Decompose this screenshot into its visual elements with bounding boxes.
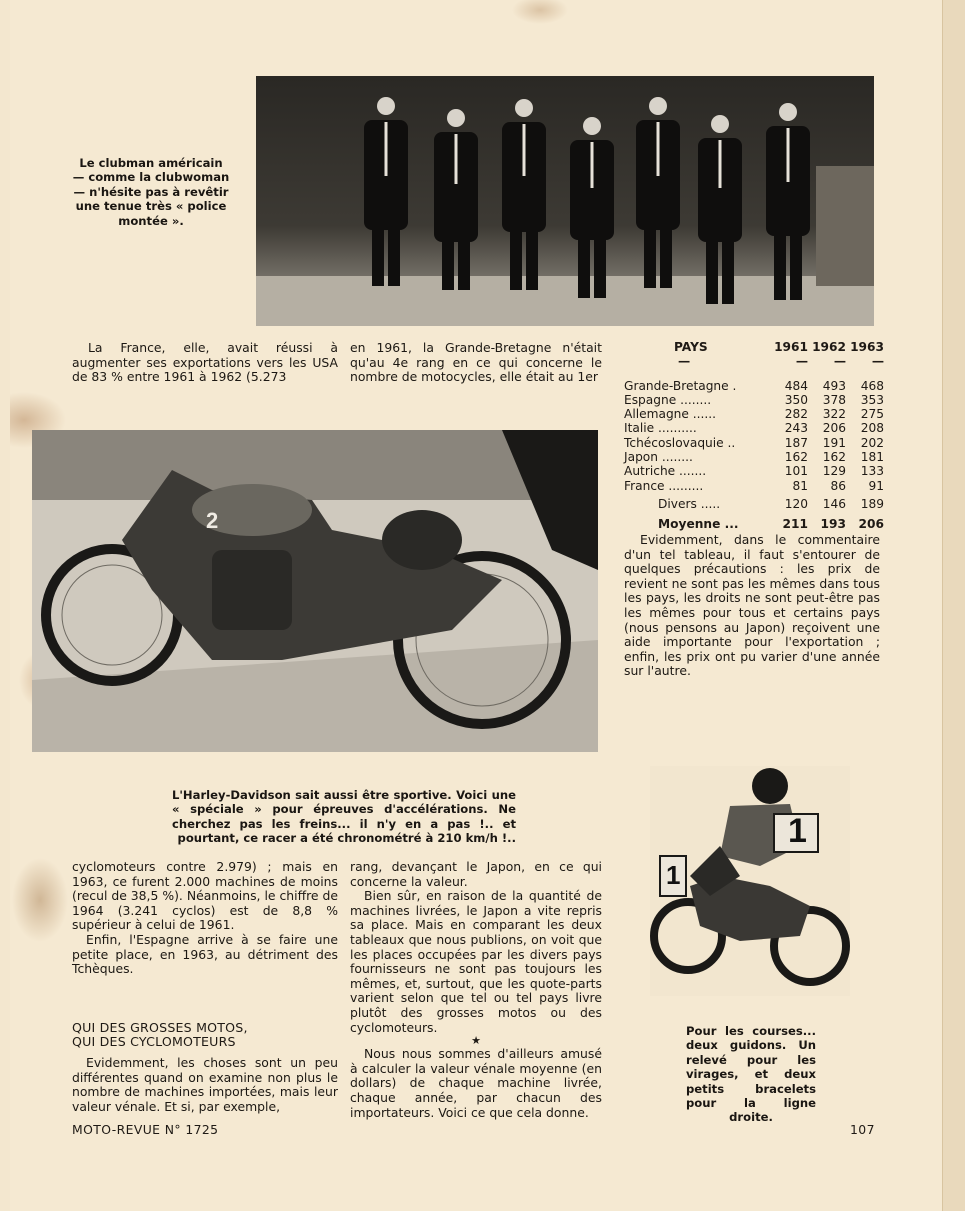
value-1963: 181 [860, 450, 884, 465]
row-country: Italie .......... [624, 421, 697, 436]
magazine-page [10, 0, 965, 1211]
intro-column-2: en 1961, la Grande-Bretagne n'était qu'au 4e rang en ce qui concerne le nombre de motocycles, elle était au 1er [350, 340, 602, 385]
race-number-2: 2 [206, 508, 219, 533]
paragraph: Nous nous sommes d'ailleurs amusé à calculer la valeur vénale moyenne (en dollars) de chaque machine livrée, chaque année, par chacun des importateurs. Voici ce que cela donne. [350, 1046, 602, 1120]
value-1962: 191 [822, 435, 846, 450]
paragraph: Evidemment, les choses sont un peu différentes quand on examine non plus le nombre de machines importées, mais leur valeur vénale. Et si, par exemple, [72, 1054, 338, 1114]
value-1961: 81 [792, 478, 808, 493]
header-pays: PAYS [674, 340, 708, 354]
heading-line-2: QUI DES CYCLOMOTEURS [72, 1034, 236, 1050]
table-commentary: Evidemment, dans le commentaire d'un tel tableau, il faut s'entourer de quelques précautions : les prix de revient ne sont pas les mêmes dans tous les pays, les droits ne sont peut-être pas les mêmes pour tous et certains pays (nous pensons au Japon) reçoivent une aide importante pour l'exportation ; enfin, les prix ont pu varier d'une année sur l'autre. [624, 532, 880, 679]
star-divider: ★ [471, 1034, 481, 1048]
value-1961: 350 [784, 392, 808, 407]
page-number: 107 [850, 1122, 875, 1137]
racer-caption: Pour les courses... deux guidons. Un relevé pour les virages, et deux petits bracelets pour la ligne droite. [686, 1024, 816, 1125]
value-1963: 189 [860, 496, 884, 511]
header-1961: 1961 [774, 340, 808, 354]
paragraph: Bien sûr, en raison de la quantité de machines livrées, le Japon a vite repris sa place. Mais en comparant les deux tableaux que nous publions, on voit que les places occupées par les divers pays fournisseurs ne sont pas toujours les mêmes, et, surtout, que les quote-parts varient selon que tel ou tel pays livre plutôt des grosses motos ou des cyclomoteurs. [350, 888, 602, 1035]
magazine-footer: MOTO-REVUE N° 1725 [72, 1122, 219, 1137]
value-table-grid [624, 340, 884, 532]
intro-column-1: La France, elle, avait réussi à augmenter ses exportations vers les USA de 83 % entre 1961 à 1962 (5.273 [72, 340, 338, 385]
paragraph: rang, devançant le Japon, en ce qui concerne la valeur. [350, 859, 602, 889]
table-dash-row [624, 354, 884, 368]
paragraph: cyclomoteurs contre 2.979) ; mais en 1963, ce furent 2.000 machines de moins (recul de 38,5 %). Néanmoins, le chiffre de 1964 (3.241 cyclos) est de 8,8 % supérieur à celui de 1961. [72, 859, 338, 933]
dash: — [833, 354, 846, 369]
row-country: Autriche ....... [624, 464, 707, 479]
value-1962: 86 [830, 478, 846, 493]
value-1961: 243 [784, 421, 808, 436]
table-row [624, 436, 884, 450]
table-row [624, 407, 884, 421]
row-country: Japon ........ [624, 450, 693, 465]
value-1963: 208 [860, 421, 884, 436]
value-table [624, 340, 886, 532]
value-1963: 133 [860, 464, 884, 479]
value-1961: 211 [782, 517, 808, 532]
table-row-divers [624, 497, 884, 511]
table-row-moyenne [624, 517, 884, 531]
header-1962: 1962 [812, 340, 846, 354]
value-1962: 206 [822, 421, 846, 436]
heading-line-1: QUI DES GROSSES MOTOS, [72, 1019, 248, 1035]
harley-davidson-photo [32, 430, 598, 752]
value-1962: 193 [820, 517, 846, 532]
section-heading [72, 1021, 338, 1050]
value-1962: 493 [822, 378, 846, 393]
row-country: Divers ..... [658, 496, 721, 511]
table-row [624, 379, 884, 393]
row-country: Espagne ........ [624, 392, 712, 407]
value-1961: 282 [784, 407, 808, 422]
table-row [624, 393, 884, 407]
value-1961: 162 [784, 450, 808, 465]
table-row [624, 464, 884, 478]
value-1961: 120 [784, 496, 808, 511]
race-number-1-side: 1 [666, 860, 681, 890]
body-column-2 [350, 860, 602, 1120]
row-country: Tchécoslovaquie .. [624, 435, 736, 450]
value-1962: 146 [822, 496, 846, 511]
value-1963: 91 [868, 478, 884, 493]
value-1962: 162 [822, 450, 846, 465]
race-number-1: 1 [788, 812, 807, 850]
row-country: Allemagne ...... [624, 407, 717, 422]
value-1962: 322 [822, 407, 846, 422]
paragraph: Enfin, l'Espagne arrive à se faire une petite place, en 1963, au détriment des Tchèques. [72, 931, 338, 977]
table-row [624, 479, 884, 493]
value-1962: 378 [822, 392, 846, 407]
harley-caption: L'Harley-Davidson sait aussi être sportive. Voici une « spéciale » pour épreuves d'accélérations. Ne cherchez pas les freins... il n'y en a pas !.. et pourtant, ce racer a été chronométré à 210 km/h !.. [172, 788, 516, 846]
table-row [624, 450, 884, 464]
row-country: Moyenne ... [658, 517, 739, 532]
row-country: Grande-Bretagne . [624, 378, 737, 393]
police-uniform-photo [256, 76, 874, 326]
value-1963: 206 [858, 517, 884, 532]
page-spine [942, 0, 965, 1211]
police-photo-caption: Le clubman américain — comme la clubwoman — n'hésite pas à revêtir une tenue très « police montée ». [72, 156, 230, 228]
value-1961: 101 [784, 464, 808, 479]
racer-photo [650, 766, 850, 996]
value-1963: 275 [860, 407, 884, 422]
value-1963: 202 [860, 435, 884, 450]
row-country: France ......... [624, 478, 704, 493]
body-column-1 [72, 860, 338, 1114]
table-header-row [624, 340, 884, 354]
dash: — [871, 354, 884, 369]
value-1963: 468 [860, 378, 884, 393]
dash: — [678, 354, 691, 369]
value-1962: 129 [822, 464, 846, 479]
table-row [624, 421, 884, 435]
value-1963: 353 [860, 392, 884, 407]
header-1963: 1963 [850, 340, 884, 354]
dash: — [795, 354, 808, 369]
value-1961: 484 [784, 378, 808, 393]
value-1961: 187 [784, 435, 808, 450]
